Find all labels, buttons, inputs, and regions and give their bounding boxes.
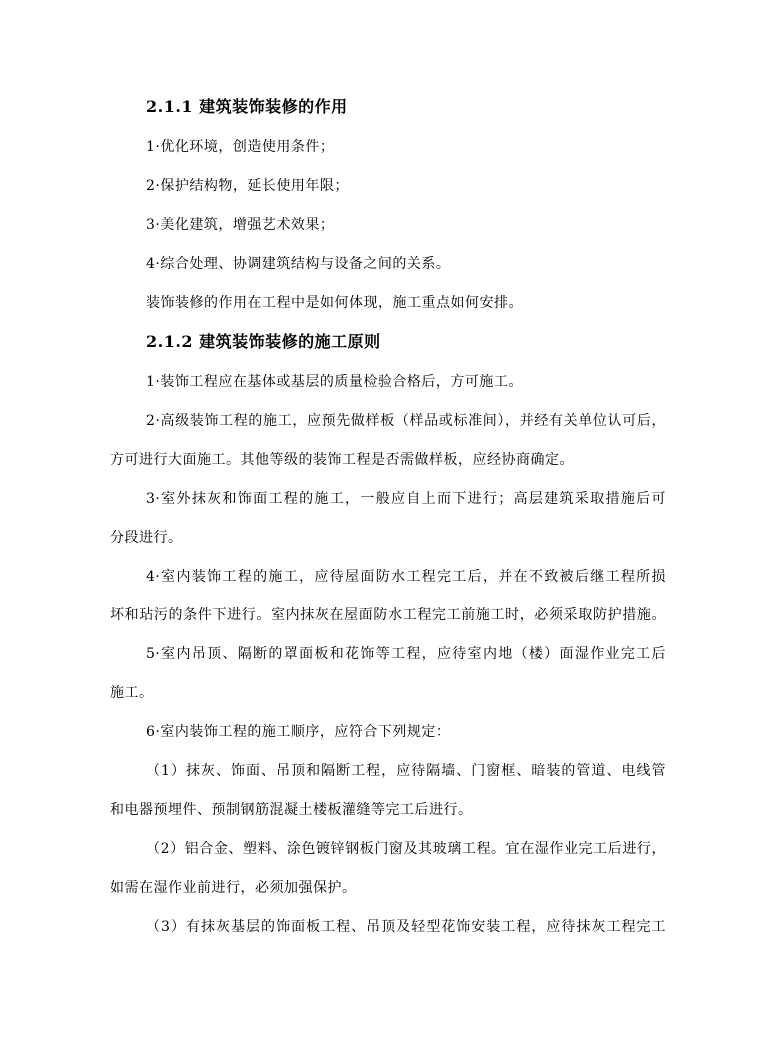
section-heading-2-1-1: 2.1.1 建筑装饰装修的作用: [146, 97, 348, 116]
paragraph-3-line-2: 分段进行。: [110, 530, 183, 546]
sub-item-1-line-2: 和电器预埋件、预制钢筋混凝土楼板灌缝等完工后进行。: [110, 802, 473, 818]
section-heading-2-1-2: 2.1.2 建筑装饰装修的施工原则: [146, 332, 381, 351]
paragraph-5-line-2: 施工。: [110, 685, 154, 701]
paragraph-4-line-1: 4·室内装饰工程的施工，应待屋面防水工程完工后，并在不致被后继工程所损: [146, 569, 666, 585]
paragraph-1: 1·装饰工程应在基体或基层的质量检验合格后，方可施工。: [146, 374, 523, 390]
sub-item-2-line-1: （2）铝合金、塑料、涂色镀锌钢板门窗及其玻璃工程。宜在湿作业完工后进行，: [146, 841, 666, 857]
sub-item-1-line-1: （1）抹灰、饰面、吊顶和隔断工程，应待隔墙、门窗框、暗装的管道、电线管: [146, 763, 666, 779]
list-item-3: 3·美化建筑，增强艺术效果；: [146, 217, 335, 233]
list-item-1: 1·优化环境，创造使用条件；: [146, 139, 335, 155]
paragraph-2-line-1: 2·高级装饰工程的施工，应预先做样板（样品或标准间），并经有关单位认可后，: [146, 413, 666, 429]
sub-item-2-line-2: 如需在湿作业前进行，必须加强保护。: [110, 880, 357, 896]
sub-item-3-line-1: （3）有抹灰基层的饰面板工程、吊顶及轻型花饰安装工程，应待抹灰工程完工: [146, 919, 666, 935]
list-item-2: 2·保护结构物，延长使用年限；: [146, 178, 349, 194]
paragraph-5-line-1: 5·室内吊顶、隔断的罩面板和花饰等工程，应待室内地（楼）面湿作业完工后: [146, 646, 666, 662]
section-note: 装饰装修的作用在工程中是如何体现，施工重点如何安排。: [146, 295, 523, 311]
paragraph-6: 6·室内装饰工程的施工顺序，应符合下列规定：: [146, 724, 451, 740]
paragraph-3-line-1: 3·室外抹灰和饰面工程的施工，一般应自上而下进行；高层建筑采取措施后可: [146, 491, 666, 507]
paragraph-4-line-2: 坏和玷污的条件下进行。室内抹灰在屋面防水工程完工前施工时，必须采取防护措施。: [110, 607, 666, 623]
list-item-4: 4·综合处理、协调建筑结构与设备之间的关系。: [146, 256, 451, 272]
paragraph-2-line-2: 方可进行大面施工。其他等级的装饰工程是否需做样板，应经协商确定。: [110, 452, 574, 468]
